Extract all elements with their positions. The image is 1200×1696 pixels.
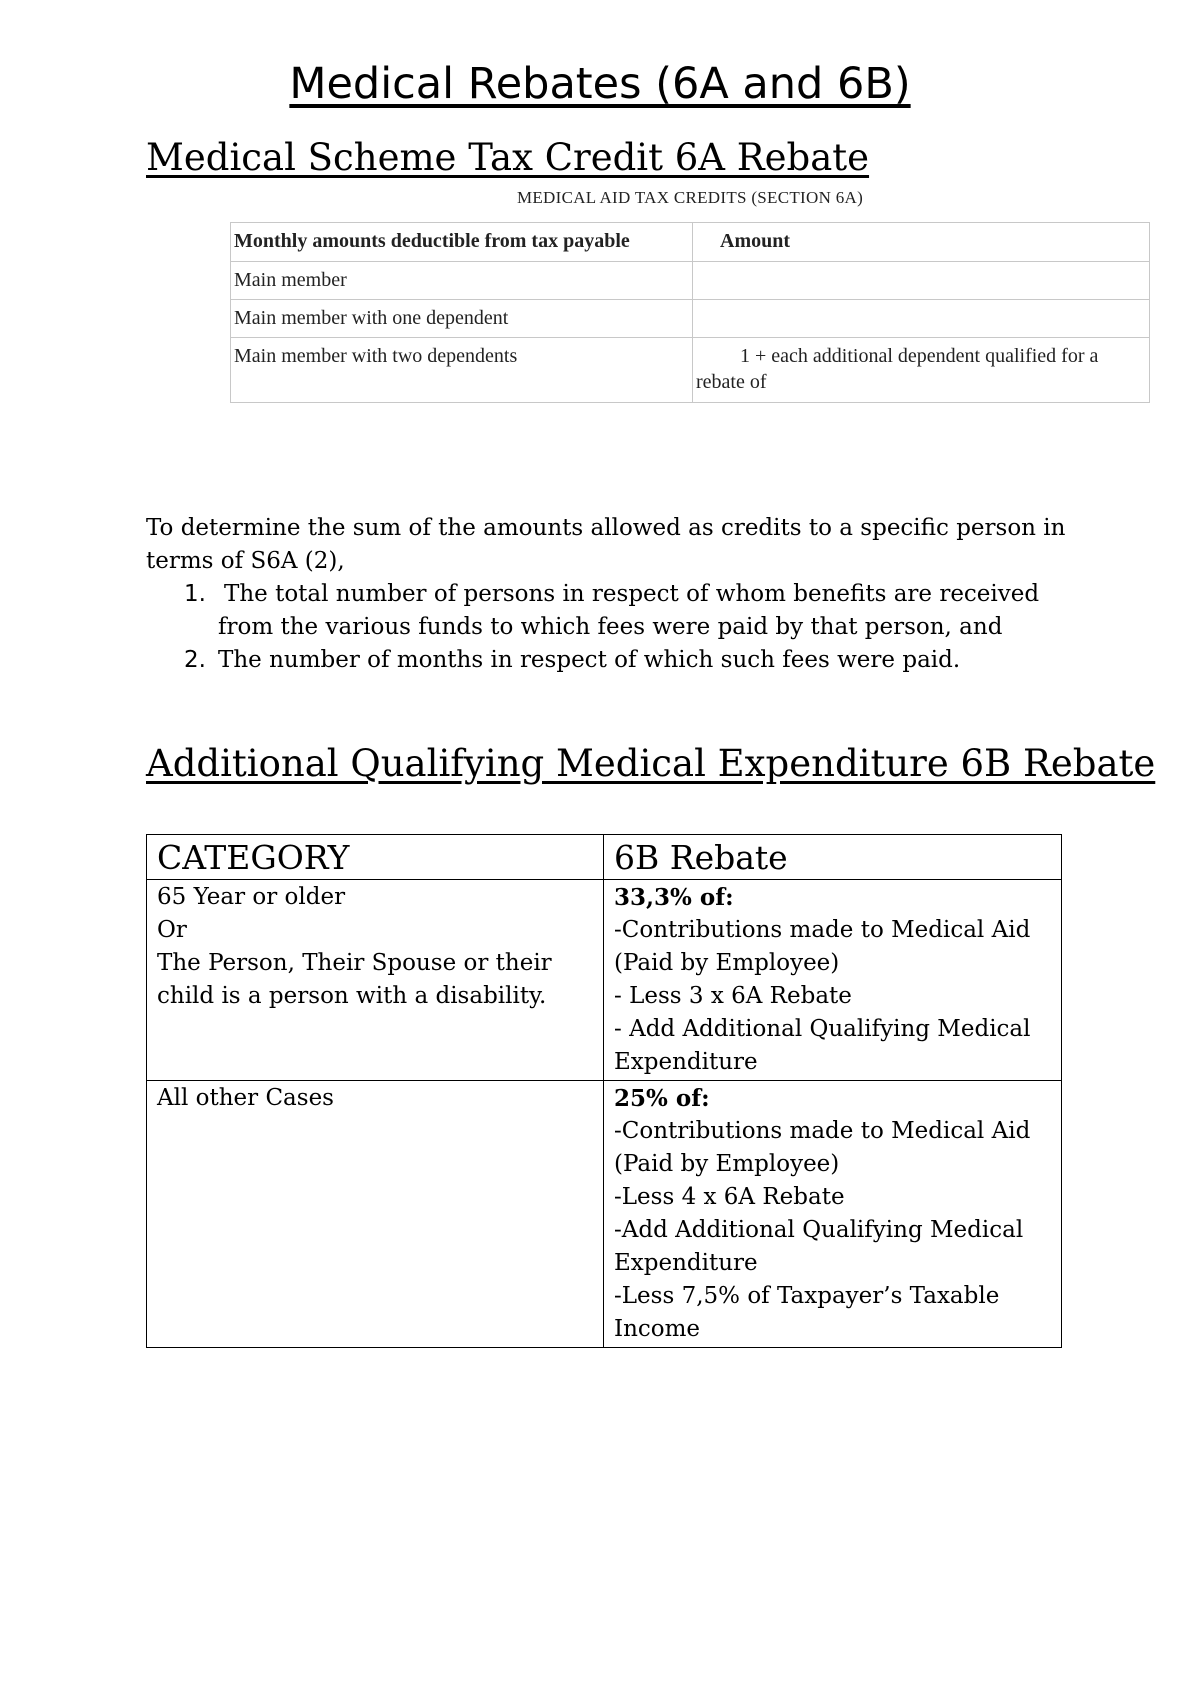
table-6b-category-cell — [147, 1081, 604, 1348]
table-row — [147, 880, 1062, 1081]
page-title: Medical Rebates (6A and 6B) — [289, 59, 911, 109]
rebate-line: -Less 4 x 6A Rebate — [614, 1184, 845, 1210]
rebate-line: -Contributions made to Medical Aid — [614, 1118, 1031, 1144]
rebate-line: -Add Additional Qualifying Medical — [614, 1217, 1024, 1243]
table-6b-header-category: CATEGORY — [147, 835, 604, 880]
table-6b-category-cell — [147, 880, 604, 1081]
list-item-number: 1. — [184, 581, 206, 607]
section-6b-heading: Additional Qualifying Medical Expenditure 6B Rebate — [146, 742, 1156, 785]
section-6a-explanation — [146, 512, 1066, 677]
table-6a-cell-amount — [693, 338, 1150, 403]
table-6a-header-row — [231, 223, 1150, 262]
list-item-line: The total number of persons in respect of whom benefits are received — [224, 581, 1040, 607]
category-line: The Person, Their Spouse or their — [157, 950, 552, 976]
rebate-line: Expenditure — [614, 1049, 758, 1075]
rebate-line: - Less 3 x 6A Rebate — [614, 983, 852, 1009]
table-row — [231, 262, 1150, 300]
table-6a-header-amount-text: Amount — [720, 230, 791, 252]
list-item-line: from the various funds to which fees were paid by that person, and — [218, 614, 1003, 640]
rebate-line: -Contributions made to Medical Aid — [614, 917, 1031, 943]
rebate-line: - Add Additional Qualifying Medical — [614, 1016, 1031, 1042]
rebate-title: 33,3% of: — [614, 884, 734, 911]
table-6a-cell-amount — [693, 300, 1150, 338]
rebate-line: Expenditure — [614, 1250, 758, 1276]
table-6a-cell-label: Main member — [231, 262, 693, 300]
table-6a-caption: MEDICAL AID TAX CREDITS (SECTION 6A) — [516, 188, 864, 207]
table-6a-amount-line: 1 + each additional dependent qualified for a — [740, 345, 1099, 367]
rebate-title: 25% of: — [614, 1085, 710, 1112]
table-6b-rebate-cell — [604, 1081, 1062, 1348]
category-line: All other Cases — [157, 1085, 334, 1111]
table-6a-cell-amount — [693, 262, 1150, 300]
table-6a — [230, 222, 1150, 403]
table-6b-rebate-cell — [604, 880, 1062, 1081]
table-6b-header-rebate: 6B Rebate — [604, 835, 1062, 880]
table-row — [231, 338, 1150, 403]
table-6a-cell-label: Main member with two dependents — [231, 338, 693, 403]
table-6a-cell-label: Main member with one dependent — [231, 300, 693, 338]
rebate-line: -Less 7,5% of Taxpayer’s Taxable — [614, 1283, 1000, 1309]
paragraph-line: To determine the sum of the amounts allowed as credits to a specific person in — [146, 515, 1066, 541]
numbered-list — [146, 578, 1066, 677]
list-item-number: 2. — [184, 647, 206, 673]
paragraph-line: terms of S6A (2), — [146, 548, 345, 574]
table-6a-header-description: Monthly amounts deductible from tax payable — [231, 223, 693, 262]
list-item — [146, 644, 1066, 677]
rebate-line: Income — [614, 1316, 701, 1342]
table-row — [147, 1081, 1062, 1348]
table-6b-header-row — [147, 835, 1062, 880]
table-6a-header-amount — [693, 223, 1150, 262]
table-row — [231, 300, 1150, 338]
category-line: 65 Year or older — [157, 884, 346, 910]
rebate-line: (Paid by Employee) — [614, 950, 840, 976]
section-6a-heading: Medical Scheme Tax Credit 6A Rebate — [146, 136, 870, 179]
table-6a-amount-line: rebate of — [696, 371, 767, 393]
list-item-line: The number of months in respect of which such fees were paid. — [218, 647, 961, 673]
category-line: child is a person with a disability. — [157, 983, 547, 1009]
list-item — [146, 578, 1066, 644]
rebate-line: (Paid by Employee) — [614, 1151, 840, 1177]
category-line: Or — [157, 917, 187, 943]
table-6b — [146, 834, 1062, 1348]
